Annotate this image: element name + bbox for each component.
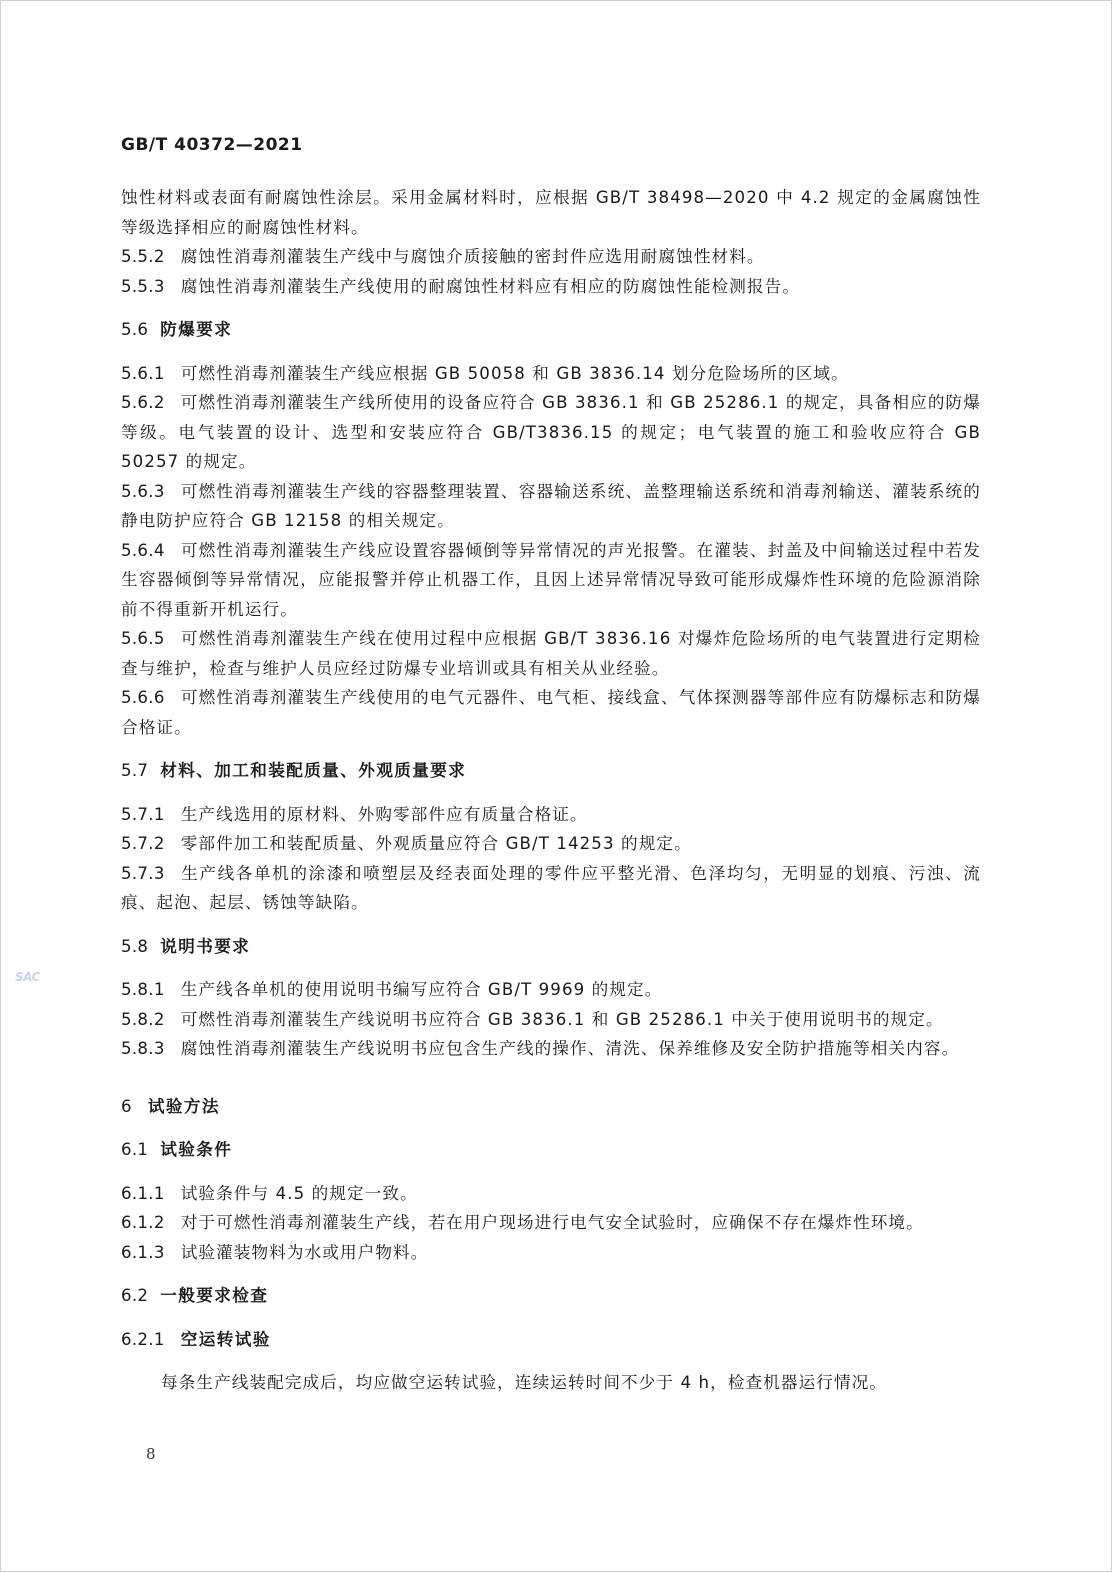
section-5-7-heading [121, 756, 981, 786]
clause-text: 腐蚀性消毒剂灌装生产线说明书应包含生产线的操作、清洗、保养维修及安全防护措施等相关内容。 [180, 1039, 960, 1058]
section-title: 说明书要求 [160, 936, 251, 956]
clause-text: 腐蚀性消毒剂灌装生产线中与腐蚀介质接触的密封件应选用耐腐蚀性材料。 [180, 247, 765, 266]
document-body [121, 183, 981, 1398]
chapter-number: 6 [121, 1096, 132, 1116]
clause-text: 可燃性消毒剂灌装生产线使用的电气元器件、电气柜、接线盒、气体探测器等部件应有防爆标志和防爆合格证。 [121, 688, 981, 737]
clause-6-1-2 [121, 1208, 981, 1238]
clause-text: 生产线各单机的使用说明书编写应符合 GB/T 9969 的规定。 [180, 980, 663, 999]
clause-text: 可燃性消毒剂灌装生产线应根据 GB 50058 和 GB 3836.14 划分危险场所的区域。 [180, 363, 849, 383]
section-title: 试验条件 [160, 1140, 233, 1159]
clause-text: 试验灌装物料为水或用户物料。 [180, 1242, 429, 1262]
section-6-2-1-heading [121, 1325, 981, 1355]
clause-5-6-1 [121, 359, 981, 389]
clause-number: 5.7.1 [121, 804, 165, 824]
section-5-8-heading [121, 932, 981, 962]
section-6-1-heading [121, 1135, 981, 1165]
clause-text: 可燃性消毒剂灌装生产线的容器整理装置、容器输送系统、盖整理输送系统和消毒剂输送、灌装系统的静电防护应符合 GB 12158 的相关规定。 [121, 481, 981, 530]
section-title: 空运转试验 [180, 1329, 271, 1349]
clause-text: 生产线选用的原材料、外购零部件应有质量合格证。 [180, 804, 588, 824]
clause-number: 5.7.3 [121, 863, 165, 883]
clause-5-6-5 [121, 624, 981, 683]
section-number: 5.6 [121, 320, 149, 339]
clause-text: 生产线各单机的涂漆和喷塑层及经表面处理的零件应平整光滑、色泽均匀，无明显的划痕、污浊、流痕、起泡、起层、锈蚀等缺陷。 [121, 863, 981, 912]
clause-6-1-3 [121, 1238, 981, 1268]
clause-5-7-2 [121, 829, 981, 859]
clause-text: 可燃性消毒剂灌装生产线说明书应符合 GB 3836.1 和 GB 25286.1 中关于使用说明书的规定。 [180, 1009, 944, 1029]
clause-5-6-2 [121, 388, 981, 477]
clause-number: 5.7.2 [121, 834, 165, 853]
section-title: 防爆要求 [160, 320, 233, 339]
standard-code-header: GB/T 40372—2021 [121, 135, 303, 155]
clause-number: 5.6.6 [121, 688, 165, 707]
clause-number: 5.6.4 [121, 540, 165, 560]
clause-number: 5.5.3 [121, 276, 165, 296]
clause-number: 5.8.3 [121, 1039, 165, 1058]
continuation-paragraph: 蚀性材料或表面有耐腐蚀性涂层。采用金属材料时，应根据 GB/T 38498—2020 中 4.2 规定的金属腐蚀性等级选择相应的耐腐蚀性材料。 [121, 188, 981, 237]
section-title: 一般要求检查 [160, 1286, 269, 1305]
page-number: 8 [146, 1445, 156, 1463]
clause-number: 5.6.1 [121, 363, 165, 383]
clause-number: 6.1.3 [121, 1242, 165, 1262]
chapter-6-heading [121, 1092, 981, 1122]
chapter-title: 试验方法 [147, 1096, 220, 1116]
clause-text: 腐蚀性消毒剂灌装生产线使用的耐腐蚀性材料应有相应的防腐蚀性能检测报告。 [180, 276, 801, 296]
clause-5-6-4 [121, 536, 981, 625]
section-5-6-heading [121, 315, 981, 345]
clause-number: 5.5.2 [121, 247, 165, 266]
clause-5-8-2 [121, 1005, 981, 1035]
clause-5-6-3 [121, 477, 981, 536]
clause-text: 可燃性消毒剂灌装生产线应设置容器倾倒等异常情况的声光报警。在灌装、封盖及中间输送过程中若发生容器倾倒等异常情况，应能报警并停止机器工作，且因上述异常情况导致可能形成爆炸性环境的危险源消除前不得重新开机运行。 [121, 540, 981, 619]
clause-text: 试验条件与 4.5 的规定一致。 [180, 1183, 418, 1203]
clause-text: 可燃性消毒剂灌装生产线所使用的设备应符合 GB 3836.1 和 GB 25286.1 的规定，具备相应的防爆等级。电气装置的设计、选型和安装应符合 GB/T3836.15 的规定；电气装置的施工和验收应符合 GB 50257 的规定。 [121, 393, 981, 471]
clause-6-1-1 [121, 1179, 981, 1209]
clause-number: 5.6.2 [121, 393, 165, 412]
clause-text: 对于可燃性消毒剂灌装生产线，若在用户现场进行电气安全试验时，应确保不存在爆炸性环境。 [180, 1213, 924, 1232]
sac-watermark-logo: SAC [15, 970, 40, 984]
clause-5-8-3 [121, 1034, 981, 1064]
clause-5-5-3 [121, 272, 981, 302]
section-6-2-heading [121, 1281, 981, 1311]
clause-5-6-6 [121, 683, 981, 742]
section-number: 6.2.1 [121, 1329, 165, 1349]
clause-text: 可燃性消毒剂灌装生产线在使用过程中应根据 GB/T 3836.16 对爆炸危险场所的电气装置进行定期检查与维护，检查与维护人员应经过防爆专业培训或具有相关从业经验。 [121, 629, 981, 678]
section-number: 6.2 [121, 1286, 149, 1305]
clause-number: 5.8.1 [121, 980, 165, 999]
section-number: 6.1 [121, 1140, 149, 1159]
section-title: 材料、加工和装配质量、外观质量要求 [160, 761, 467, 780]
clause-6-2-1-body: 每条生产线装配完成后，均应做空运转试验，连续运转时间不少于 4 h，检查机器运行情况。 [161, 1373, 888, 1392]
clause-number: 5.6.5 [121, 629, 165, 648]
clause-number: 6.1.1 [121, 1183, 165, 1203]
clause-5-8-1 [121, 975, 981, 1005]
clause-5-7-1 [121, 800, 981, 830]
section-number: 5.7 [121, 761, 149, 780]
clause-number: 5.8.2 [121, 1009, 165, 1029]
clause-number: 6.1.2 [121, 1213, 165, 1232]
clause-5-7-3 [121, 859, 981, 918]
clause-number: 5.6.3 [121, 481, 165, 501]
clause-5-5-2 [121, 242, 981, 272]
section-number: 5.8 [121, 936, 149, 956]
clause-text: 零部件加工和装配质量、外观质量应符合 GB/T 14253 的规定。 [180, 834, 692, 853]
